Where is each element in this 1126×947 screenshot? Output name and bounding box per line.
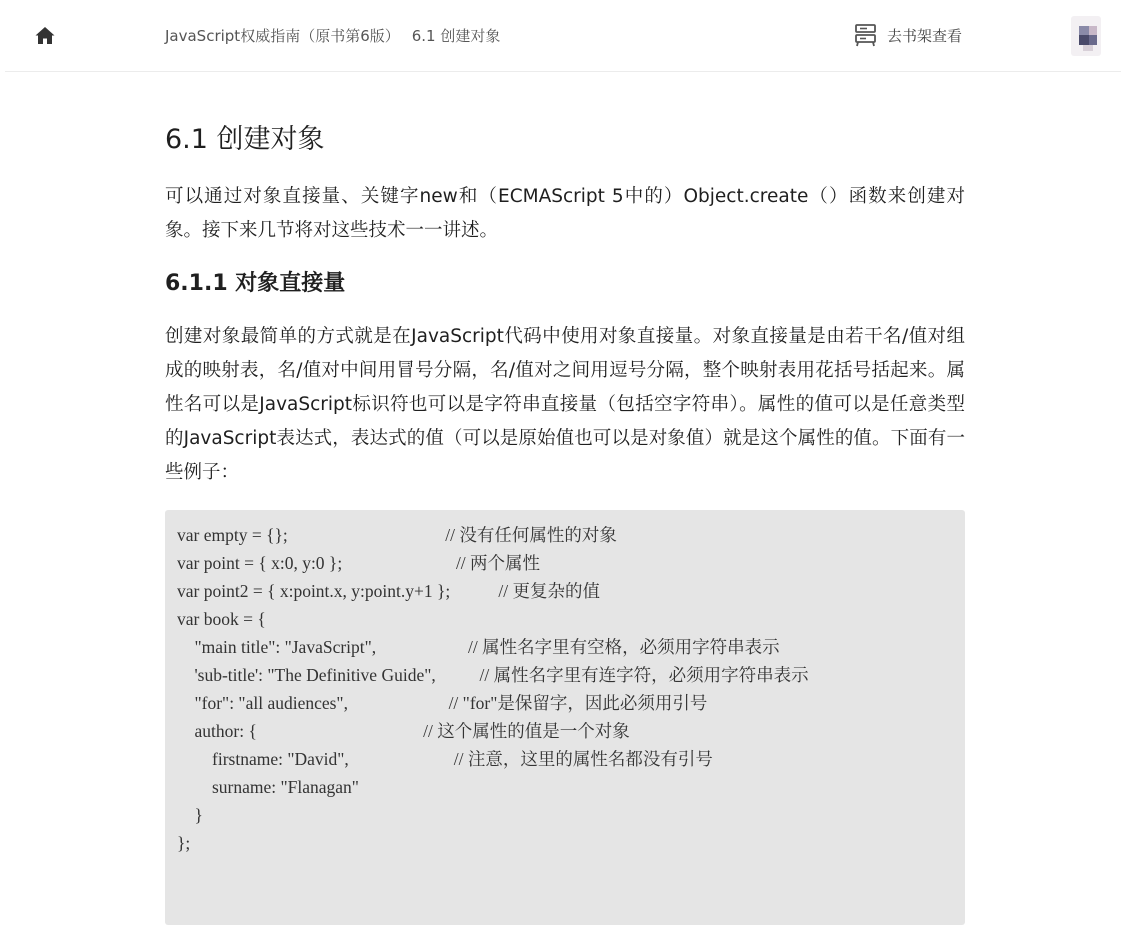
body-paragraph: 创建对象最简单的方式就是在JavaScript代码中使用对象直接量。对象直接量是由若干名/值对组成的映射表，名/值对中间用冒号分隔，名/值对之间用逗号分隔，整个映射表用花括号括起来。属性名可以是JavaScript标识符也可以是字符串直接量（包括空字符串）。属性的值可以是任意类型的JavaScript表达式，表达式的值（可以是原始值也可以是对象值）就是这个属性的值。下面有一些例子： xyxy=(165,326,965,483)
intro-paragraph: 可以通过对象直接量、关键字new和（ECMAScript 5中的）Object.create（）函数来创建对象。接下来几节将对这些技术一一讲述。 xyxy=(165,186,965,241)
code-line: var empty = {}; // 没有任何属性的对象 xyxy=(177,525,617,545)
code-line: surname: "Flanagan" xyxy=(177,777,359,797)
code-line: "for": "all audiences", // "for"是保留字，因此必须用引号 xyxy=(177,693,708,713)
breadcrumb-book-title[interactable]: JavaScript权威指南（原书第6版） xyxy=(165,27,400,45)
code-line: } xyxy=(177,805,203,825)
bookshelf-icon xyxy=(853,23,879,47)
code-line: var book = { xyxy=(177,609,266,629)
breadcrumb-chapter-title: 6.1 创建对象 xyxy=(411,27,501,45)
subsection-title: 6.1.1 对象直接量 xyxy=(165,271,346,296)
code-line: }; xyxy=(177,833,191,853)
home-icon xyxy=(33,24,57,48)
home-button[interactable] xyxy=(33,24,57,48)
code-line: author: { // 这个属性的值是一个对象 xyxy=(177,721,630,741)
code-line: var point = { x:0, y:0 }; // 两个属性 xyxy=(177,553,541,573)
code-line: firstname: "David", // 注意，这里的属性名都没有引号 xyxy=(177,749,713,769)
code-line: 'sub-title': "The Definitive Guide", // 属性名字里有连字符，必须用字符串表示 xyxy=(177,665,809,685)
top-bar xyxy=(5,0,1121,72)
user-avatar[interactable] xyxy=(1071,16,1101,56)
code-block xyxy=(165,510,965,925)
avatar-image xyxy=(1071,16,1101,56)
breadcrumb xyxy=(165,25,500,46)
code-line: "main title": "JavaScript", // 属性名字里有空格，必须用字符串表示 xyxy=(177,637,780,657)
reader-content xyxy=(165,100,965,925)
bookshelf-label: 去书架查看 xyxy=(887,26,963,45)
go-to-bookshelf-button[interactable] xyxy=(853,22,962,48)
section-title: 6.1 创建对象 xyxy=(165,124,325,155)
code-line: var point2 = { x:point.x, y:point.y+1 }; // 更复杂的值 xyxy=(177,581,600,601)
